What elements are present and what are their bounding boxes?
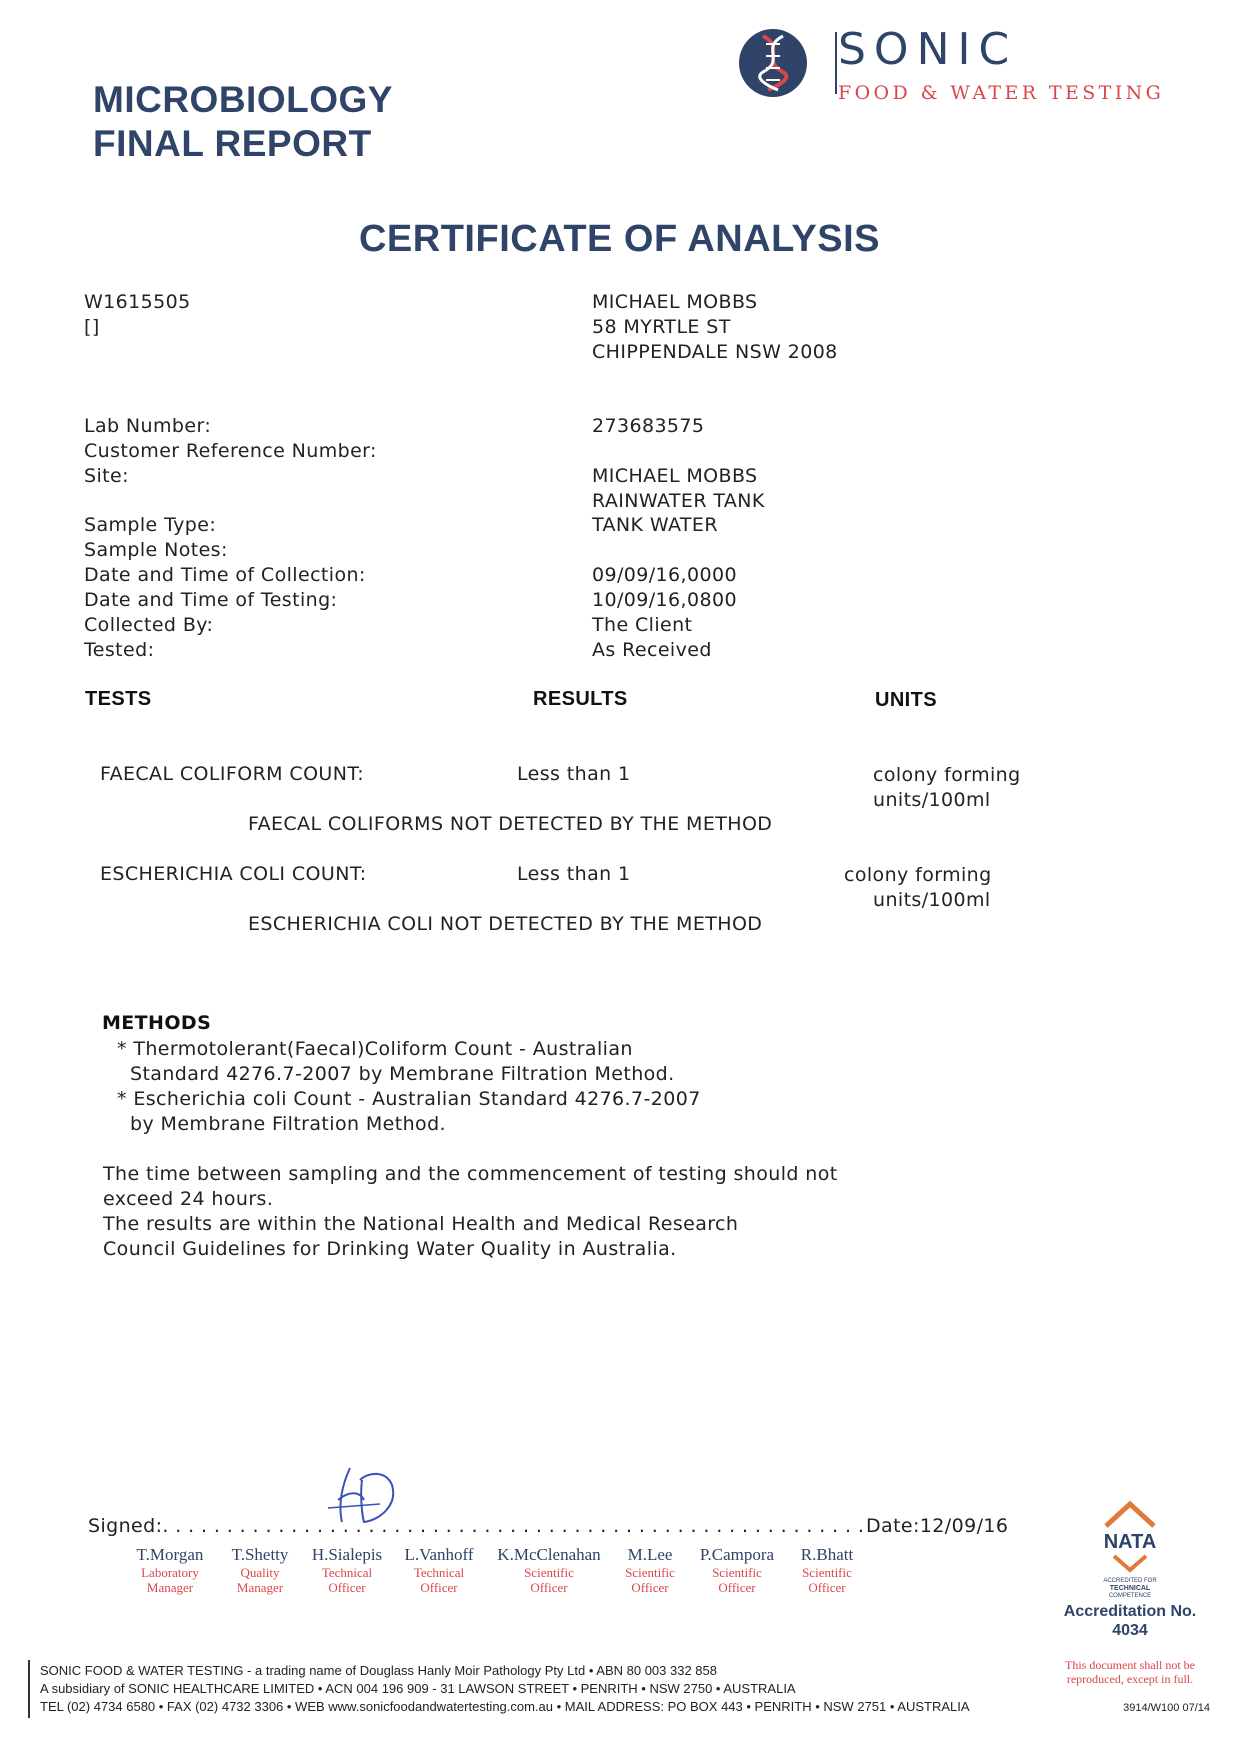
staff-member	[120, 1545, 220, 1595]
testing-value: 10/09/16,0800	[592, 589, 737, 611]
test-unit: colony forming	[873, 764, 1021, 786]
staff-role: Officer	[530, 1580, 568, 1595]
staff-member	[687, 1545, 787, 1595]
test-unit: units/100ml	[873, 789, 991, 811]
test-name: FAECAL COLIFORM COUNT:	[100, 763, 365, 785]
reference-code: W1615505	[84, 291, 191, 313]
tested-label: Tested:	[84, 639, 155, 661]
logo-divider	[835, 32, 837, 94]
testing-label: Date and Time of Testing:	[84, 589, 338, 611]
staff-member	[297, 1545, 397, 1595]
staff-name: L.Vanhoff	[404, 1545, 474, 1564]
footer-line: TEL (02) 4734 6580 • FAX (02) 4732 3306 • WEB www.sonicfoodandwatertesting.com.au • MAIL ADDRESS: PO BOX 443 • PENRITH • NSW 2751 • AUSTRALIA	[40, 1699, 970, 1714]
staff-role: Technical	[413, 1565, 465, 1580]
nata-small-text: TECHNICAL	[1109, 1585, 1151, 1592]
collection-label: Date and Time of Collection:	[84, 564, 366, 586]
staff-role: Laboratory	[141, 1565, 199, 1580]
report-title-line2: FINAL REPORT	[93, 123, 372, 164]
staff-role: Officer	[420, 1580, 458, 1595]
test-unit: units/100ml	[873, 889, 991, 911]
sample-type-value: TANK WATER	[592, 514, 718, 536]
report-title	[93, 78, 393, 166]
notice-line: reproduced, except in full.	[1066, 1672, 1194, 1686]
site-label: Site:	[84, 465, 129, 487]
footer	[40, 1662, 970, 1716]
footer-divider	[28, 1660, 30, 1718]
staff-role: Officer	[718, 1580, 756, 1595]
collected-by-label: Collected By:	[84, 614, 214, 636]
collected-by-value: The Client	[592, 614, 693, 636]
footer-line: SONIC FOOD & WATER TESTING - a trading name of Douglass Hanly Moir Pathology Pty Ltd • ABN 80 003 332 858	[40, 1663, 717, 1678]
certificate-title: CERTIFICATE OF ANALYSIS	[358, 218, 880, 260]
results-header: RESULTS	[533, 688, 628, 710]
test-result: Less than 1	[517, 863, 631, 885]
staff-member	[600, 1545, 700, 1595]
units-header: UNITS	[875, 689, 937, 711]
address-line: 58 MYRTLE ST	[592, 316, 731, 338]
staff-name: R.Bhatt	[800, 1545, 854, 1564]
nata-name: NATA	[1103, 1531, 1157, 1553]
sample-notes-label: Sample Notes:	[84, 539, 228, 561]
staff-role: Manager	[146, 1580, 194, 1595]
staff-name: P.Campora	[699, 1545, 775, 1564]
note-line: Council Guidelines for Drinking Water Quality in Australia.	[103, 1238, 677, 1260]
form-code: 3914/W100 07/14	[1123, 1702, 1210, 1714]
signature-dots: . . . . . . . . . . . . . . . . . . . . . . . . . . . . . . . . . . . . . . . . . . . . . . . . . . . . . . .	[162, 1515, 865, 1537]
staff-name: M.Lee	[627, 1545, 673, 1564]
staff-member	[494, 1545, 604, 1595]
logo-subtitle: FOOD & WATER TESTING	[838, 82, 1165, 104]
handwritten-signature	[320, 1460, 410, 1534]
nata-small-text: ACCREDITED FOR	[1103, 1578, 1157, 1584]
test-name: ESCHERICHIA COLI COUNT:	[100, 863, 367, 885]
nata-logo	[1080, 1500, 1180, 1600]
method-line: * Thermotolerant(Faecal)Coliform Count - Australian	[117, 1038, 633, 1060]
note-line: The results are within the National Health and Medical Research	[103, 1213, 739, 1235]
staff-role: Officer	[631, 1580, 669, 1595]
test-note: FAECAL COLIFORMS NOT DETECTED BY THE METHOD	[248, 813, 773, 835]
sonic-logo-icon	[738, 28, 808, 102]
method-line: by Membrane Filtration Method.	[130, 1113, 446, 1135]
staff-role: Officer	[328, 1580, 366, 1595]
staff-role: Technical	[321, 1565, 373, 1580]
staff-role: Scientific	[802, 1565, 852, 1580]
note-line: The time between sampling and the commencement of testing should not	[103, 1163, 838, 1185]
staff-role: Manager	[236, 1580, 284, 1595]
signature-date: Date:12/09/16	[866, 1515, 1009, 1537]
nata-roof-icon	[1102, 1500, 1158, 1528]
staff-name: T.Morgan	[136, 1545, 204, 1564]
nata-small-text: COMPETENCE	[1108, 1593, 1152, 1599]
logo-name: SONIC	[838, 24, 1018, 75]
staff-role: Scientific	[712, 1565, 762, 1580]
collection-value: 09/09/16,0000	[592, 564, 737, 586]
tested-value: As Received	[592, 639, 712, 661]
address-line: CHIPPENDALE NSW 2008	[592, 341, 838, 363]
site-value: RAINWATER TANK	[592, 490, 765, 512]
method-line: Standard 4276.7-2007 by Membrane Filtration Method.	[130, 1063, 675, 1085]
test-unit: colony forming	[844, 864, 992, 886]
signed-label: Signed:	[88, 1515, 163, 1537]
staff-member	[210, 1545, 310, 1595]
footer-line: A subsidiary of SONIC HEALTHCARE LIMITED • ACN 004 196 909 - 31 LAWSON STREET • PENRITH • NSW 2750 • AUSTRALIA	[40, 1681, 796, 1696]
test-result: Less than 1	[517, 763, 631, 785]
sample-type-label: Sample Type:	[84, 514, 217, 536]
accreditation-number: 4034	[1112, 1622, 1148, 1639]
report-title-line1: MICROBIOLOGY	[93, 79, 393, 120]
tests-header: TESTS	[85, 688, 152, 710]
staff-member	[389, 1545, 489, 1595]
nata-check-icon	[1110, 1552, 1150, 1574]
site-value: MICHAEL MOBBS	[592, 465, 758, 487]
staff-role: Officer	[808, 1580, 846, 1595]
logo-text	[838, 24, 1165, 104]
staff-name: K.McClenahan	[497, 1545, 601, 1564]
signature-line	[88, 1515, 864, 1537]
lab-number-value: 273683575	[592, 415, 705, 437]
lab-number-label: Lab Number:	[84, 415, 212, 437]
staff-role: Quality	[240, 1565, 280, 1580]
methods-heading: METHODS	[102, 1012, 212, 1034]
address-line: MICHAEL MOBBS	[592, 291, 758, 313]
staff-role: Scientific	[524, 1565, 574, 1580]
staff-name: T.Shetty	[231, 1545, 289, 1564]
accreditation-block	[1040, 1602, 1220, 1640]
accreditation-label: Accreditation No.	[1063, 1603, 1197, 1620]
customer-ref-label: Customer Reference Number:	[84, 440, 377, 462]
test-note: ESCHERICHIA COLI NOT DETECTED BY THE METHOD	[248, 913, 763, 935]
notice-line: This document shall not be	[1065, 1658, 1195, 1672]
staff-role: Scientific	[625, 1565, 675, 1580]
note-line: exceed 24 hours.	[103, 1188, 274, 1210]
reference-bracket: []	[84, 316, 100, 338]
staff-name: H.Sialepis	[311, 1545, 383, 1564]
method-line: * Escherichia coli Count - Australian Standard 4276.7-2007	[117, 1088, 701, 1110]
staff-member	[777, 1545, 877, 1595]
reproduction-notice	[1040, 1658, 1220, 1686]
